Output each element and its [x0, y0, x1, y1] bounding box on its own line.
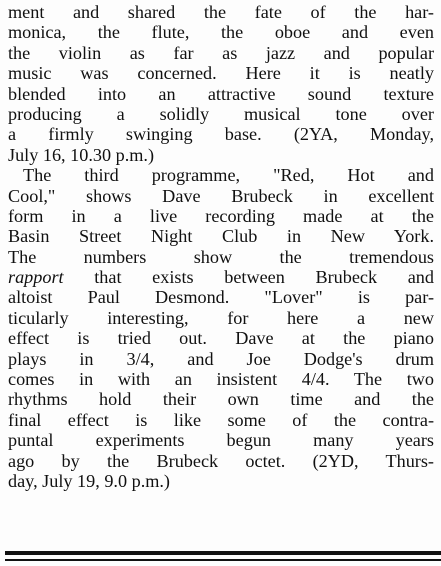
article-line: puntal experiments begun many years — [8, 430, 434, 451]
article-line: the violin as far as jazz and popular — [8, 42, 434, 63]
article-line: final effect is like some of the contra- — [8, 409, 434, 430]
article-line: a firmly swinging base. (2YA, Monday, — [8, 124, 434, 145]
article-line: monica, the flute, the oboe and even — [8, 22, 434, 43]
article-line: music was concerned. Here it is neatly — [8, 63, 434, 84]
article-line: The numbers show the tremendous — [8, 246, 434, 267]
article-line: plays in 3/4, and Joe Dodge's drum — [8, 348, 434, 369]
article-line: July 16, 10.30 p.m.) — [8, 144, 155, 165]
article-line: rhythms hold their own time and the — [8, 389, 434, 410]
article-line: ment and shared the fate of the har- — [8, 2, 434, 22]
article-line: blended into an attractive sound texture — [8, 83, 434, 104]
article-line: comes in with an insistent 4/4. The two — [8, 369, 434, 390]
column-end-rule-thin — [5, 559, 441, 561]
article-line: producing a solidly musical tone over — [8, 103, 434, 124]
article-line: The third programme, "Red, Hot and — [23, 165, 434, 186]
article-line: ticularly interesting, for here a new — [8, 307, 434, 328]
article-line: form in a live recording made at the — [8, 205, 434, 226]
emphasis-text: rapport — [8, 267, 64, 288]
article-line: ago by the Brubeck octet. (2YD, Thurs- — [8, 450, 434, 471]
article-line: day, July 19, 9.0 p.m.) — [8, 470, 170, 491]
column-end-rule-thick — [5, 551, 441, 555]
article-column — [8, 2, 441, 491]
article-line: rapport that exists between Brubeck and — [8, 267, 434, 288]
article-line: effect is tried out. Dave at the piano — [8, 328, 434, 349]
article-line: Basin Street Night Club in New York. — [8, 226, 434, 247]
article-line: altoist Paul Desmond. "Lover" is par- — [8, 287, 434, 308]
article-line: Cool," shows Dave Brubeck in excellent — [8, 185, 434, 206]
